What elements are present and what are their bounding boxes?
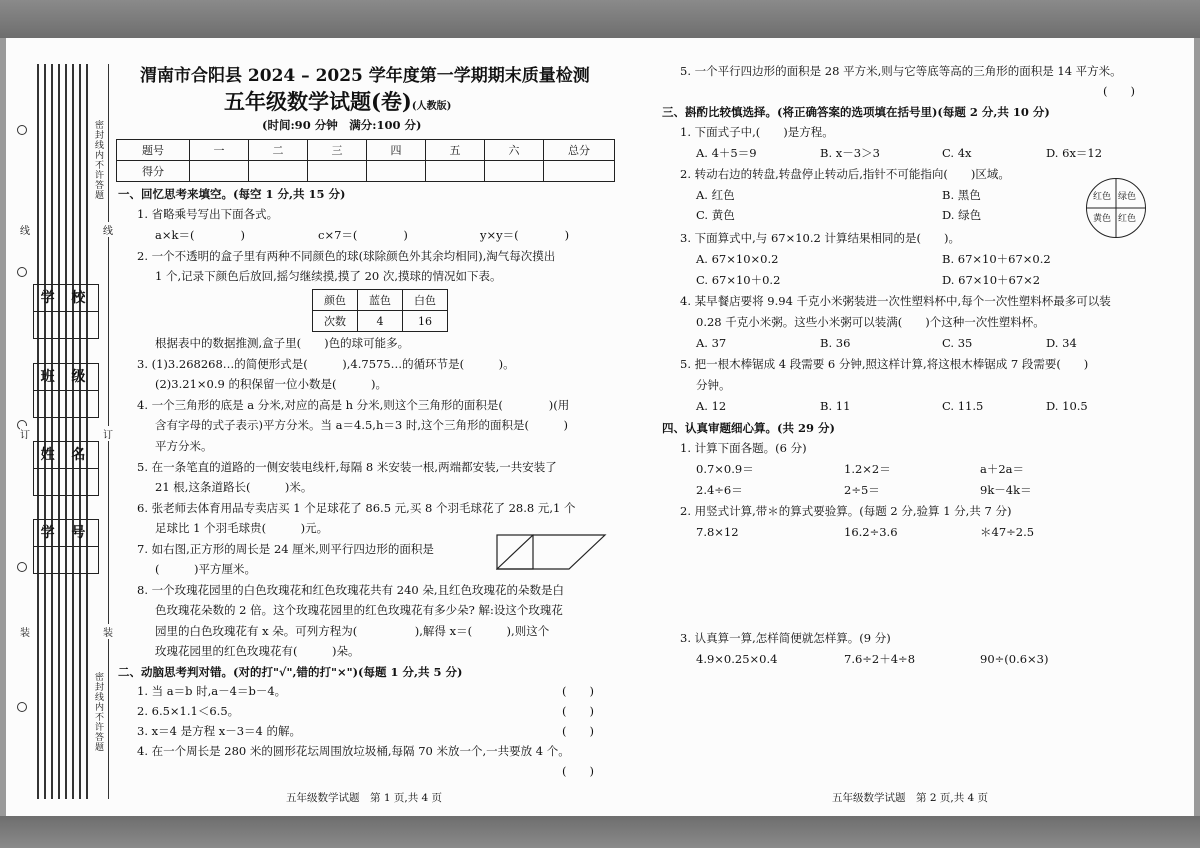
option-text: B. x－3＞3	[820, 146, 880, 160]
question-text: 6. 张老师去体育用品专卖店买 1 个足球花了 86.5 元,买 8 个羽毛球花了 28.8 元,1 个	[137, 501, 576, 515]
time-info: (时间:90 分钟 满分:100 分)	[262, 118, 422, 132]
option-text: B. 黑色	[942, 188, 981, 202]
question-text: 8. 一个玫瑰花园里的白色玫瑰花和红色玫瑰花共有 240 朵,且红色玫瑰花的朵数是白	[137, 583, 565, 597]
score-cell: 二	[249, 140, 308, 161]
tally-cell: 白色	[403, 290, 448, 311]
punch-hole-icon	[17, 125, 27, 135]
score-input[interactable]	[426, 161, 485, 182]
option-text: C. 67×10＋0.2	[696, 273, 781, 287]
question-text: 3. (1)3.268268…的简便形式是( ),4.7575…的循环节是( )。	[137, 357, 515, 371]
student-id-label: 学 号	[34, 520, 98, 547]
calc-item: 2.4÷6＝	[696, 483, 743, 497]
score-cell: 五	[426, 140, 485, 161]
calc-item: 1.2×2＝	[844, 462, 891, 476]
option-text: C. 35	[942, 336, 973, 350]
seal-mark: 订	[103, 426, 113, 441]
tf-question: 2. 6.5×1.1＜6.5。	[137, 704, 240, 718]
option-text: B. 67×10＋67×0.2	[942, 252, 1051, 266]
question-text: 4. 一个三角形的底是 a 分米,对应的高是 h 分米,则这个三角形的面积是( )(用	[137, 398, 570, 412]
question-text: 0.28 千克小米粥。这些小米粥可以装满( )个这种一次性塑料杯。	[696, 315, 1045, 329]
option-text: A. 12	[696, 399, 727, 413]
score-table-header	[117, 140, 615, 161]
answer-paren[interactable]: ( )	[562, 684, 594, 698]
score-cell: 总分	[544, 140, 615, 161]
calc-item: 7.8×12	[696, 525, 739, 539]
tally-cell: 蓝色	[358, 290, 403, 311]
tally-cell: 次数	[313, 311, 358, 332]
calc-item: 16.2÷3.6	[844, 525, 898, 539]
score-input[interactable]	[367, 161, 426, 182]
seal-mark: 装	[103, 624, 113, 639]
question-text: y×y＝( )	[480, 228, 570, 242]
scan-bottom-border	[0, 816, 1200, 848]
calc-item: ＊47÷2.5	[980, 525, 1035, 539]
spinner-label: 绿色	[1118, 192, 1137, 202]
section-1-title: 一、回忆思考来填空。(每空 1 分,共 15 分)	[118, 187, 346, 201]
binding-line	[44, 64, 46, 799]
option-text: A. 红色	[696, 188, 735, 202]
tally-cell: 16	[403, 311, 448, 332]
school-label: 学 校	[34, 285, 98, 312]
question-text: 21 根,这条道路长( )米。	[155, 480, 313, 494]
option-text: D. 6x＝12	[1046, 146, 1103, 160]
tf-question: 1. 当 a＝b 时,a－4＝b－4。	[137, 684, 287, 698]
score-cell: 一	[190, 140, 249, 161]
name-field	[33, 441, 99, 496]
question-text: (2)3.21×0.9 的积保留一位小数是( )。	[155, 377, 387, 391]
score-cell: 四	[367, 140, 426, 161]
no-answer-warning: 密封线内不许答题	[93, 120, 103, 200]
tally-row	[313, 311, 448, 332]
option-text: D. 67×10＋67×2	[942, 273, 1041, 287]
binding-line	[58, 64, 60, 799]
spinner-wheel	[1086, 178, 1146, 238]
score-table-row	[117, 161, 615, 182]
question-text: 1. 计算下面各题。(6 分)	[680, 441, 807, 455]
punch-hole-icon	[17, 562, 27, 572]
binding-line	[51, 64, 53, 799]
calc-item: 2÷5＝	[844, 483, 880, 497]
score-input[interactable]	[308, 161, 367, 182]
seal-mark: 线	[103, 222, 113, 237]
tally-table	[312, 289, 448, 332]
question-text: 2. 一个不透明的盒子里有两种不同颜色的球(球除颜色外其余均相同),淘气每次摸出	[137, 249, 556, 263]
calc-item: 9k－4k＝	[980, 483, 1032, 497]
tf-question: 4. 在一个周长是 280 米的圆形花坛周围放垃圾桶,每隔 70 米放一个,一共要放 4 个。	[137, 744, 570, 758]
question-text: 1. 省略乘号写出下面各式。	[137, 207, 279, 221]
option-text: C. 4x	[942, 146, 972, 160]
section-2-title: 二、动脑思考判对错。(对的打"√",错的打"×")(每题 1 分,共 5 分)	[118, 665, 463, 679]
spinner-label: 红色	[1093, 192, 1112, 202]
name-label: 姓 名	[34, 442, 98, 469]
option-text: D. 10.5	[1046, 399, 1088, 413]
score-cell: 六	[485, 140, 544, 161]
calc-item: a＋2a＝	[980, 462, 1025, 476]
tally-cell: 颜色	[313, 290, 358, 311]
score-cell: 题号	[117, 140, 190, 161]
question-text: 1 个,记录下颜色后放回,摇匀继续摸,摸了 20 次,摸球的情况如下表。	[155, 269, 502, 283]
seal-mark: 订	[20, 426, 30, 441]
edition-label: (人教版)	[411, 101, 452, 112]
seal-mark: 线	[20, 222, 30, 237]
student-id-field	[33, 519, 99, 574]
section-4-title: 四、认真审题细心算。(共 29 分)	[662, 421, 835, 435]
question-text: 平方分米。	[155, 439, 213, 453]
question-text: 根据表中的数据推测,盒子里( )色的球可能多。	[155, 336, 410, 350]
question-text: 3. 下面算式中,与 67×10.2 计算结果相同的是( )。	[680, 231, 960, 245]
option-text: B. 11	[820, 399, 851, 413]
question-text: 足球比 1 个羽毛球贵( )元。	[155, 521, 329, 535]
subject-title-row	[224, 86, 451, 116]
score-input[interactable]	[485, 161, 544, 182]
spinner-lines	[1087, 179, 1145, 237]
question-text: 7. 如右图,正方形的周长是 24 厘米,则平行四边形的面积是	[137, 542, 434, 556]
question-text: 3. 认真算一算,怎样简便就怎样算。(9 分)	[680, 631, 891, 645]
question-text: 1. 下面式子中,( )是方程。	[680, 125, 834, 139]
binding-line	[72, 64, 74, 799]
section-3-title: 三、斟酌比较慎选择。(将正确答案的选项填在括号里)(每题 2 分,共 10 分)	[662, 105, 1050, 119]
question-text: 分钟。	[696, 378, 731, 392]
calc-item: 4.9×0.25×0.4	[696, 652, 778, 666]
name-input[interactable]	[34, 469, 98, 495]
page-footer: 五年级数学试题 第 1 页,共 4 页	[286, 792, 443, 804]
spinner-label: 黄色	[1093, 214, 1112, 224]
question-text: a×k＝( )	[155, 228, 245, 242]
binding-line	[79, 64, 81, 799]
option-text: C. 11.5	[942, 399, 984, 413]
question-text: 色玫瑰花朵数的 2 倍。这个玫瑰花园里的红色玫瑰花有多少朵? 解:设这个玫瑰花	[155, 603, 563, 617]
question-text: 玫瑰花园里的红色玫瑰花有( )朵。	[155, 644, 360, 658]
subject-title: 五年级数学试题(卷)	[224, 89, 412, 114]
binding-line	[37, 64, 39, 799]
option-text: D. 34	[1046, 336, 1077, 350]
punch-hole-icon	[17, 702, 27, 712]
option-text: A. 67×10×0.2	[696, 252, 779, 266]
question-text: 园里的白色玫瑰花有 x 朵。可列方程为( ),解得 x＝( ),则这个	[155, 624, 550, 638]
question-text: 2. 转动右边的转盘,转盘停止转动后,指针不可能指向( )区域。	[680, 167, 1010, 181]
tf-question: 5. 一个平行四边形的面积是 28 平方米,则与它等底等高的三角形的面积是 14 平方米。	[680, 64, 1122, 78]
page-footer: 五年级数学试题 第 2 页,共 4 页	[832, 792, 989, 804]
question-text: 4. 某早餐店要将 9.94 千克小米粥装进一次性塑料杯中,每个一次性塑料杯最多可以装	[680, 294, 1111, 308]
no-answer-warning: 密封线内不许答题	[93, 672, 103, 752]
question-text: 2. 用竖式计算,带＊的算式要验算。(每题 2 分,验算 1 分,共 7 分)	[680, 504, 1012, 518]
class-input[interactable]	[34, 391, 98, 417]
score-input[interactable]	[249, 161, 308, 182]
student-id-input[interactable]	[34, 547, 98, 573]
calc-item: 7.6÷2＋4÷8	[844, 652, 916, 666]
question-text: 5. 在一条笔直的道路的一侧安装电线杆,每隔 8 米安装一根,两端都安装,一共安装了	[137, 460, 557, 474]
score-cell: 三	[308, 140, 367, 161]
tally-cell: 4	[358, 311, 403, 332]
binding-line	[65, 64, 67, 799]
option-text: A. 4＋5＝9	[696, 146, 757, 160]
question-text: ( )平方厘米。	[155, 562, 256, 576]
binding-line	[86, 64, 88, 799]
question-text: c×7＝( )	[318, 228, 408, 242]
score-cell: 得分	[117, 161, 190, 182]
exam-title: 渭南市合阳县 2024 – 2025 学年度第一学期期末质量检测	[140, 66, 590, 86]
option-text: A. 37	[696, 336, 727, 350]
score-input[interactable]	[190, 161, 249, 182]
spinner-label: 红色	[1118, 214, 1137, 224]
answer-paren[interactable]: ( )	[1103, 84, 1135, 98]
option-text: D. 绿色	[942, 208, 982, 222]
tf-question: 3. x＝4 是方程 x－3＝4 的解。	[137, 724, 302, 738]
question-text: 5. 把一根木棒锯成 4 段需要 6 分钟,照这样计算,将这根木棒锯成 7 段需要( )	[680, 357, 1089, 371]
class-label: 班 级	[34, 364, 98, 391]
answer-paren[interactable]: ( )	[562, 724, 594, 738]
tally-header	[313, 290, 448, 311]
scan-top-border	[0, 0, 1200, 38]
seal-mark: 装	[20, 624, 30, 639]
question-text: 含有字母的式子表示)平方分米。当 a＝4.5,h＝3 时,这个三角形的面积是( )	[155, 418, 568, 432]
option-text: C. 黄色	[696, 208, 735, 222]
school-input[interactable]	[34, 312, 98, 338]
answer-paren[interactable]: ( )	[562, 764, 594, 778]
square-parallelogram-figure	[496, 534, 608, 570]
punch-hole-icon	[17, 267, 27, 277]
score-input[interactable]	[544, 161, 615, 182]
calc-item: 90÷(0.6×3)	[980, 652, 1049, 666]
answer-paren[interactable]: ( )	[562, 704, 594, 718]
calc-item: 0.7×0.9＝	[696, 462, 754, 476]
school-field	[33, 284, 99, 339]
option-text: B. 36	[820, 336, 851, 350]
class-field	[33, 363, 99, 418]
score-table	[116, 139, 615, 182]
